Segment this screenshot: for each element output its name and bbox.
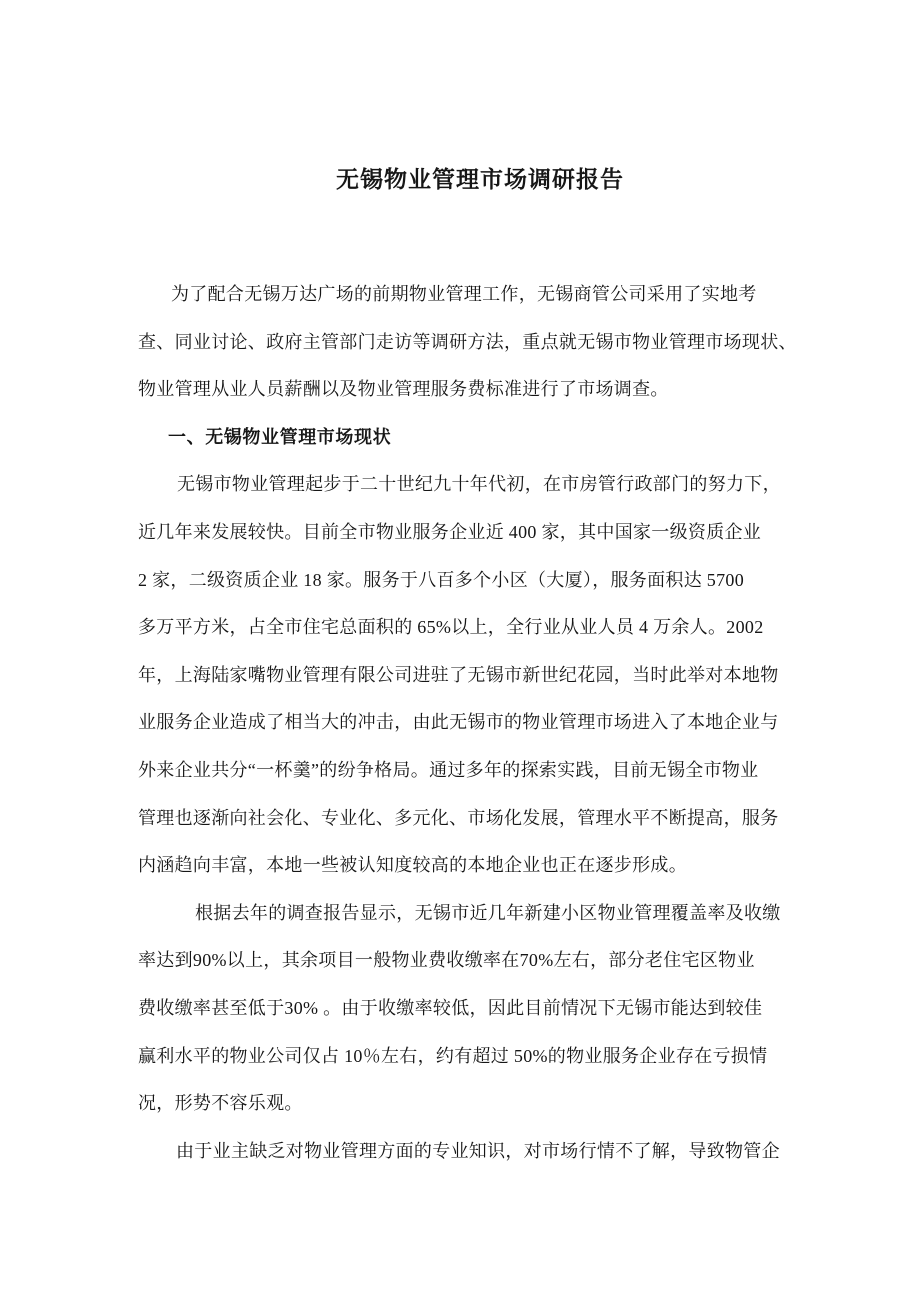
- paragraph: [138, 890, 782, 1128]
- text-line: 率达到90%以上，其余项目一般物业费收缴率在70%左右，部分老住宅区物业: [138, 950, 755, 971]
- text-line: 近几年来发展较快。目前全市物业服务企业近 400 家，其中国家一级资质企业: [138, 521, 762, 542]
- paragraph: [138, 461, 782, 889]
- section-heading-text: 一、无锡物业管理市场现状: [168, 426, 392, 447]
- text-line: 内涵趋向丰富，本地一些被认知度较高的本地企业也正在逐步形成。: [138, 855, 687, 876]
- text-line: 为了配合无锡万达广场的前期物业管理工作，无锡商管公司采用了实地考: [171, 284, 757, 304]
- text-line: 费收缴率甚至低于30% 。由于收缴率较低，因此目前情况下无锡市能达到较佳: [138, 997, 763, 1018]
- paragraph: [138, 271, 797, 414]
- text-line: 多万平方米，占全市住宅总面积的 65%以上，全行业从业人员 4 万余人。2002: [138, 617, 764, 638]
- text-line: 物业管理从业人员薪酬以及物业管理服务费标准进行了市场调查。: [138, 379, 669, 400]
- paragraph: [138, 1128, 782, 1176]
- text-line: 由于业主缺乏对物业管理方面的专业知识，对市场行情不了解，导致物管企: [176, 1140, 780, 1161]
- text-line: 年，上海陆家嘴物业管理有限公司进驻了无锡市新世纪花园，当时此举对本地物: [138, 664, 779, 685]
- text-line: 2 家，二级资质企业 18 家。服务于八百多个小区（大厦），服务面积达 5700: [138, 569, 744, 590]
- text-line: 赢利水平的物业公司仅占 10％左右，约有超过 50%的物业服务企业存在亏损情: [138, 1045, 768, 1066]
- text-line: 无锡市物业管理起步于二十世纪九十年代初，在市房管行政部门的努力下，: [177, 474, 781, 495]
- text-line: 管理也逐渐向社会化、专业化、多元化、市场化发展，管理水平不断提高，服务: [138, 807, 779, 828]
- text-line: 况，形势不容乐观。: [138, 1093, 303, 1114]
- text-line: 业服务企业造成了相当大的冲击，由此无锡市的物业管理市场进入了本地企业与: [138, 712, 779, 733]
- section-heading: [138, 414, 782, 462]
- text-line: 查、同业讨论、政府主管部门走访等调研方法，重点就无锡市物业管理市场现状、: [138, 331, 797, 352]
- document-body: [0, 271, 920, 1175]
- document-title: 无锡物业管理市场调研报告: [336, 167, 624, 192]
- text-line: 外来企业共分“一杯羹”的纷争格局。通过多年的探索实践，目前无锡全市物业: [138, 759, 759, 780]
- text-line: 根据去年的调查报告显示，无锡市近几年新建小区物业管理覆盖率及收缴: [195, 902, 781, 923]
